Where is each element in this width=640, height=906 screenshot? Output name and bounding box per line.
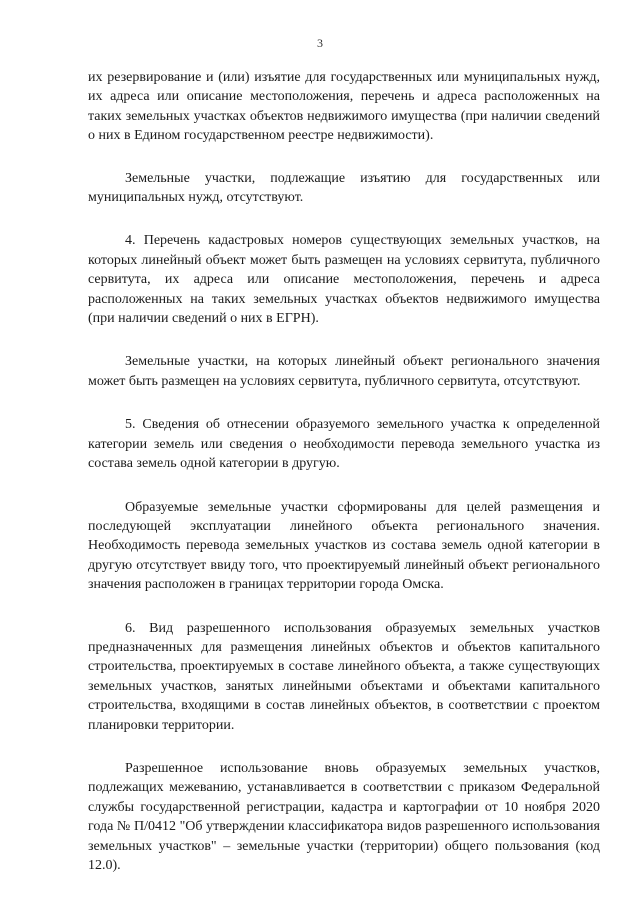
page-number: 3 [317, 36, 323, 50]
paragraph-section-5-heading: 5. Сведения об отнесении образуемого земельного участка к определенной категории земель или сведения о необходимости перевода земельного участка из состава земель одной категории в другую. [88, 417, 600, 472]
paragraph-reservation-continuation: их резервирование и (или) изъятие для государственных или муниципальных нужд, их адреса или описание местоположения, перечень и адреса расположенных на таких земельных участках объектов недвижимого имущества (при наличии сведений о них в Едином государственном реестре недвижимости). [88, 70, 600, 144]
paragraph-land-category: Образуемые земельные участки сформированы для целей размещения и последующей эксплуатации линейного объекта регионального значения. Необходимость перевода земельных участков из состава земель одной категории в другую отсутствует ввиду того, что проектируемый линейный объект регионального значения расположен в границах территории города Омска. [88, 499, 600, 593]
paragraph-no-servitude: Земельные участки, на которых линейный объект регионального значения может быть размещен на условиях сервитута, публичного сервитута, отсутствуют. [88, 354, 600, 389]
paragraph-no-seizure: Земельные участки, подлежащие изъятию для государственных или муниципальных нужд, отсутствуют. [88, 170, 600, 206]
paragraph-section-4-heading: 4. Перечень кадастровых номеров существующих земельных участков, на которых линейный объект может быть размещен на условиях сервитута, публичного сервитута, их адреса или описание местоположения, перечень и адреса расположенных на таких земельных участках объектов недвижимого имущества (при наличии сведений о них в ЕГРН). [88, 233, 600, 327]
paragraph-permitted-use: Разрешенное использование вновь образуемых земельных участков, подлежащих межеванию, устанавливается в соответствии с приказом Федеральной службы государственной регистрации, кадастра и картографии от 10 ноября 2020 года № П/0412 "Об утверждении классификатора видов разрешенного использования земельных участков" – земельные участки (территории) общего пользования (код 12.0). [88, 760, 600, 873]
document-body [88, 68, 600, 899]
paragraph-section-6-heading: 6. Вид разрешенного использования образуемых земельных участков предназначенных для размещения линейных объектов и объектов капитального строительства, проектируемых в составе линейного объекта, а также существующих земельных участков, занятых линейными объектами и объектами капитального строительства, входящими в состав линейных объектов, в соответствии с проектом планировки территории. [88, 620, 600, 733]
